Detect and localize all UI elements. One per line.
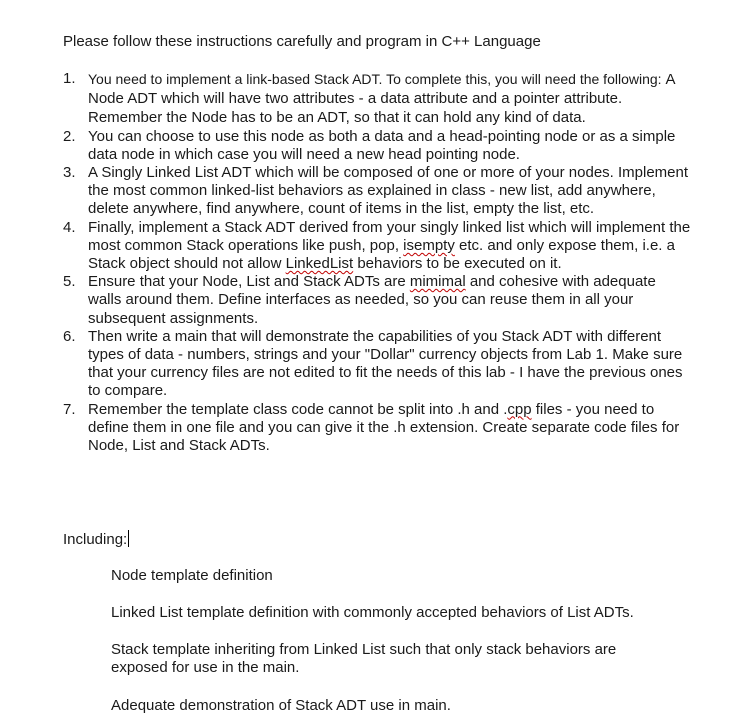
item-number: 5. — [63, 273, 76, 291]
item-text: A Singly Linked List ADT which will be composed of one or more of your nodes. Implement the most common linked-list behaviors as explained in class - new list, add anywhere, delete anywhere, find anywhere, count of items in the list, empty the list, etc. — [88, 164, 689, 218]
list-item — [63, 128, 693, 164]
sub-item: Linked List template definition with commonly accepted behaviors of List ADTs. — [111, 604, 634, 621]
item-text-part: behaviors to be executed on it. — [353, 255, 562, 273]
item-text-part: etc. and only expose them, i.e. a Stack object should not allow — [88, 236, 675, 273]
item-text-part: Ensure that your Node, List and Stack ADTs are — [88, 273, 410, 291]
item-text-part: files - you need to define them in one file and you can give it the .h extension. Create separate code files for Node, List and Stack ADTs. — [88, 400, 680, 455]
item-number: 4. — [63, 218, 76, 236]
item-number: 7. — [63, 400, 76, 418]
item-number: 1. — [63, 70, 76, 87]
item-text — [88, 219, 690, 272]
including-label[interactable] — [63, 530, 129, 549]
item-text — [88, 71, 675, 125]
item-text-part: A Node ADT which will have two attributes - a data attribute and a pointer attribute. Remember the Node has to be an ADT, so that it can hold any kind of data. — [88, 71, 675, 127]
spellcheck-flagged-word[interactable]: isempty — [403, 236, 455, 254]
spellcheck-flagged-word[interactable]: LinkedList — [285, 255, 354, 273]
item-text-part: Finally, implement a Stack ADT derived from your singly linked list which will implement the most common Stack operations like push, pop, — [88, 218, 691, 254]
item-number: 2. — [63, 127, 76, 145]
item-number: 3. — [63, 164, 76, 182]
spellcheck-flagged-word[interactable]: cpp — [507, 400, 532, 418]
sub-item: Stack template inheriting from Linked List such that only stack behaviors are exposed for use in the main. — [111, 641, 617, 676]
list-item — [63, 401, 693, 456]
item-text — [88, 273, 656, 326]
list-item — [63, 164, 693, 219]
item-text: You can choose to use this node as both a data and a head-pointing node or as a simple data node in which case you will need a new head pointing node. — [88, 127, 676, 163]
list-item — [63, 219, 693, 274]
list-item — [63, 273, 693, 328]
requirements-list — [63, 70, 693, 455]
item-text-part: and cohesive with adequate walls around them. Define interfaces as needed, so you can reuse them in all your subsequent assignments. — [88, 273, 656, 327]
item-text — [88, 401, 679, 454]
item-text-part: Remember the template class code cannot be split into .h and . — [88, 400, 508, 418]
intro-line: Please follow these instructions carefully and program in C++ Language — [63, 33, 541, 50]
spellcheck-flagged-word[interactable]: mimimal — [409, 273, 466, 291]
including-text: Including: — [63, 531, 128, 548]
text-cursor — [128, 530, 129, 547]
sub-item: Adequate demonstration of Stack ADT use in main. — [111, 697, 451, 714]
list-item — [63, 328, 693, 401]
item-number: 6. — [63, 327, 76, 345]
sub-item: Node template definition — [111, 567, 273, 584]
list-item — [63, 70, 693, 128]
item-text-part: You need to implement a link-based Stack ADT. To complete this, you will need the following: — [88, 71, 666, 87]
item-text: Then write a main that will demonstrate the capabilities of you Stack ADT with different types of data - numbers, strings and your "Dollar" currency objects from Lab 1. Make sure that your currency files are not edited to fit the needs of this lab - I have the previous ones to compare. — [88, 327, 683, 400]
